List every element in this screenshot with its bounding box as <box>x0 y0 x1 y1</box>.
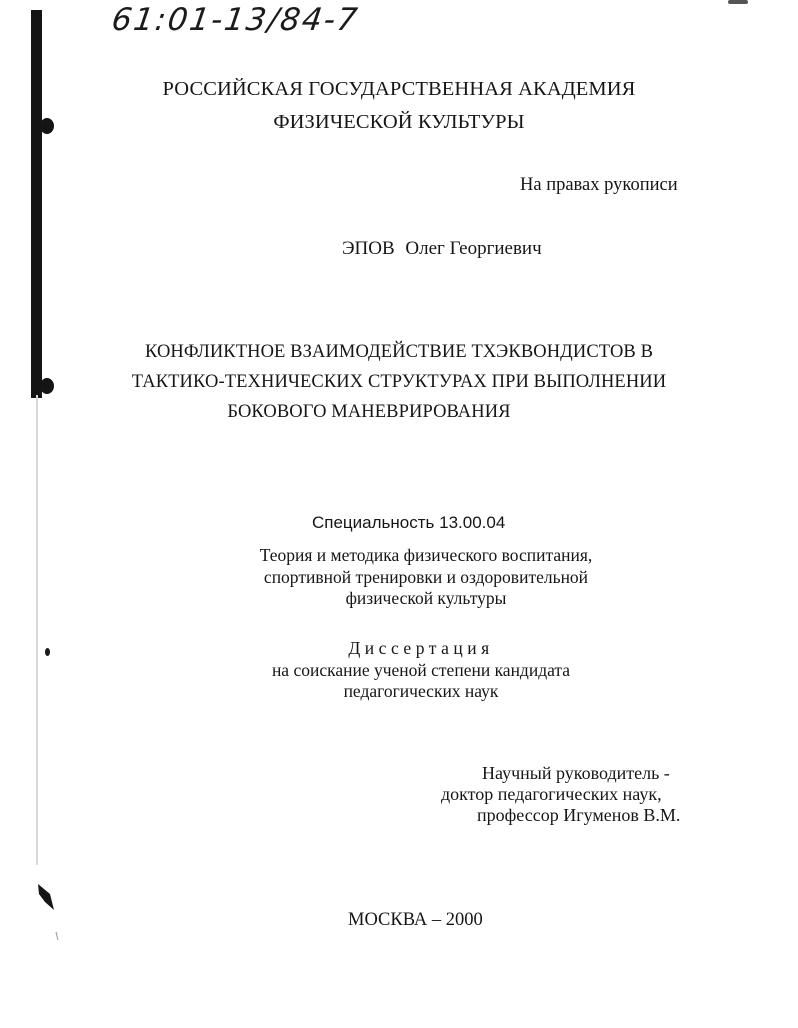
city-year: МОСКВА – 2000 <box>348 910 483 930</box>
specialty-line-3: физической культуры <box>345 588 507 608</box>
title-line-1: КОНФЛИКТНОЕ ВЗАИМОДЕЙСТВИЕ ТХЭКВОНДИСТОВ В <box>144 342 654 362</box>
dissertation-word: Диссертация <box>348 638 494 658</box>
institution-line-1: РОССИЙСКАЯ ГОСУДАРСТВЕННАЯ АКАДЕМИЯ <box>162 78 636 100</box>
dissertation-line-1: на соискание ученой степени кандидата <box>271 660 571 680</box>
title-line-3: БОКОВОГО МАНЕВРИРОВАНИЯ <box>227 402 511 422</box>
dissertation-line-2: педагогических наук <box>343 681 499 701</box>
rights-note: На правах рукописи <box>520 175 678 195</box>
supervisor-line-1: Научный руководитель - <box>482 763 670 783</box>
title-line-2: ТАКТИКО-ТЕХНИЧЕСКИХ СТРУКТУРАХ ПРИ ВЫПОЛНЕНИИ <box>131 372 667 392</box>
scan-binding-line <box>36 395 38 865</box>
specialty-code: Специальность 13.00.04 <box>312 513 506 532</box>
institution-line-2: ФИЗИЧЕСКОЙ КУЛЬТУРЫ <box>273 111 525 133</box>
archive-stamp-number: 61:01-13/84-7 <box>109 2 362 38</box>
author-name <box>342 238 542 260</box>
supervisor-line-3: профессор Игуменов В.М. <box>477 805 681 825</box>
author-surname: ЭПОВ <box>342 238 395 259</box>
supervisor-line-2: доктор педагогических наук, <box>441 784 662 804</box>
scan-edge-marks <box>36 880 66 940</box>
author-given-names: Олег Георгиевич <box>405 238 542 259</box>
specialty-line-1: Теория и методика физического воспитания, <box>259 545 593 565</box>
specialty-line-2: спортивной тренировки и оздоровительной <box>263 567 589 587</box>
scan-binding-shadow <box>31 10 42 398</box>
scan-corner-mark <box>728 0 748 4</box>
